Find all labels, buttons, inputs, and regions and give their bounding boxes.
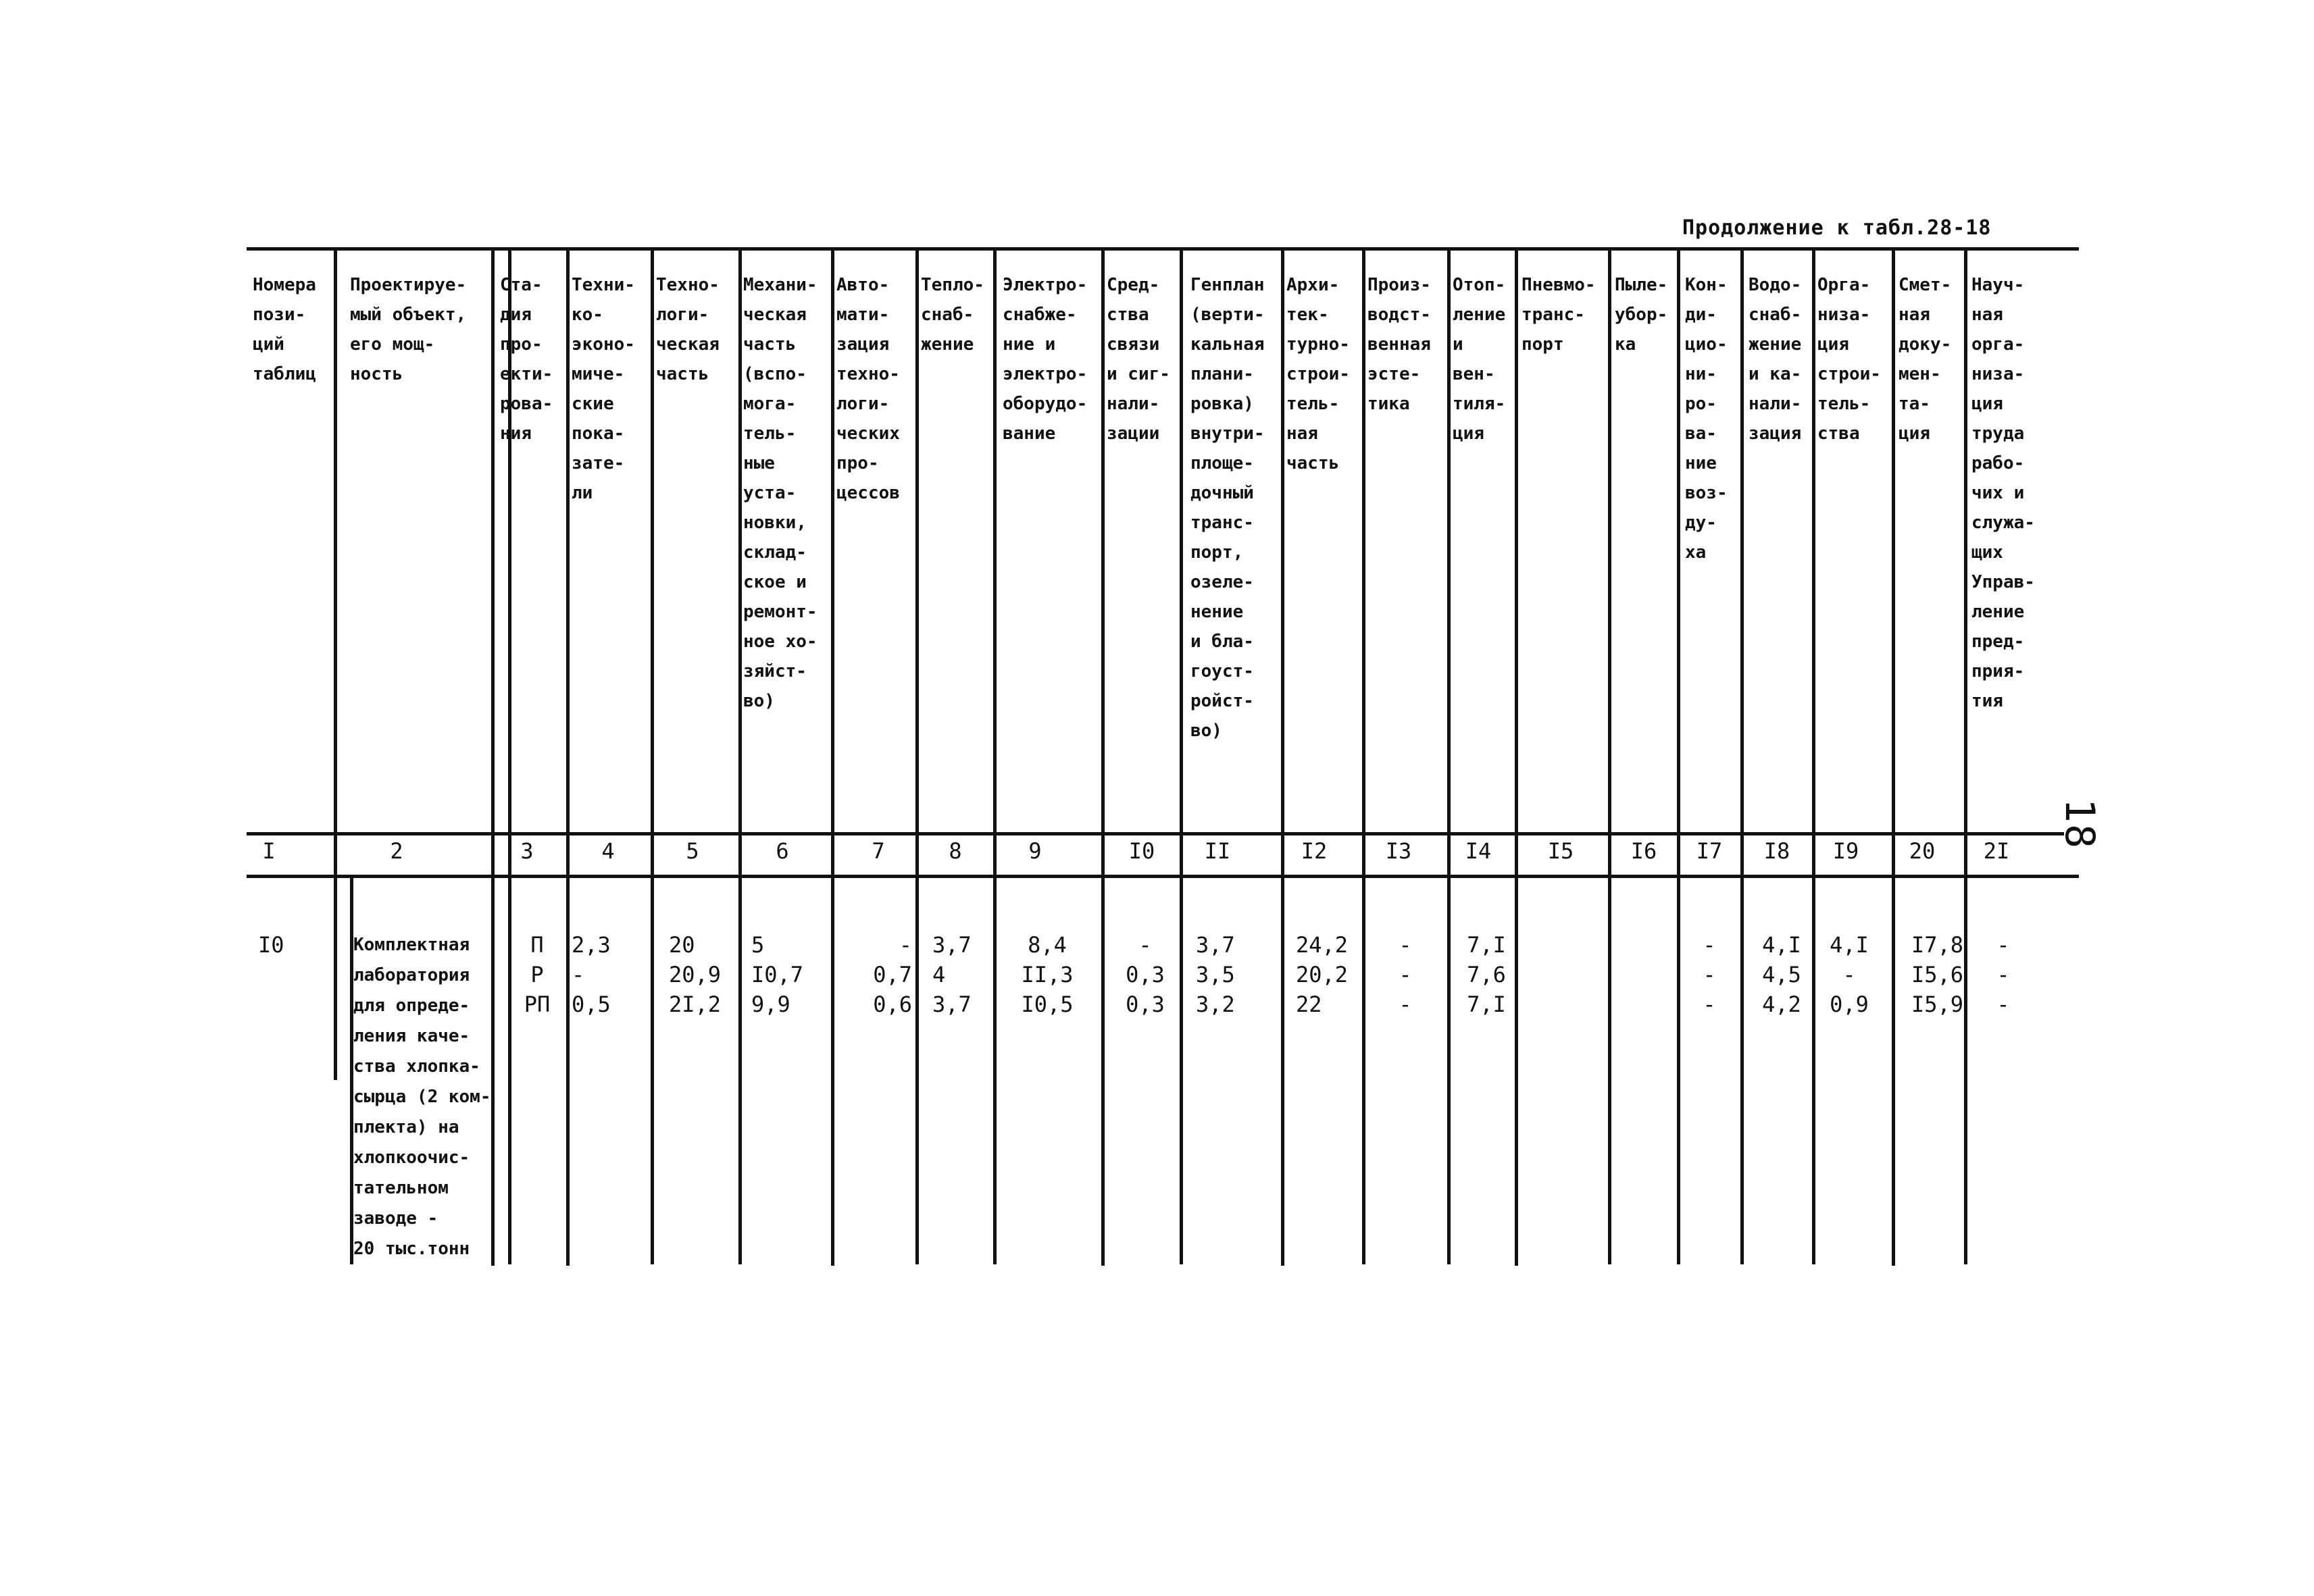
column-number: 6 [776,838,789,864]
column-number: I4 [1465,838,1492,864]
column-number: I3 [1385,838,1412,864]
header-col-1: Номера пози- ций таблиц [253,275,316,384]
table-caption: Продолжение к табл.28-18 [1682,216,1992,240]
column-divider [1515,251,1518,1266]
column-number: I2 [1301,838,1328,864]
header-col-9: Электро- снабже- ние и электро- оборудо- вание [1003,275,1088,444]
column-number: I [262,838,276,864]
column-divider [831,251,834,1266]
column-divider [738,251,742,1264]
header-col-17: Кон- ди- цио- ни- ро- ва- ние воз- ду- ха [1685,275,1728,563]
column-divider [1740,251,1744,1264]
column-number: I8 [1763,838,1790,864]
header-col-20: Смет- ная доку- мен- та- ция [1898,275,1952,444]
header-col-7: Авто- мати- зация техно- логи- ческих про- цессов [836,275,900,503]
column-divider [1180,251,1183,1264]
column-number: 9 [1028,838,1042,864]
column-divider [1447,251,1451,1264]
column-number: I9 [1832,838,1859,864]
header-col-6: Механи- ческая часть (вспо- мога- тель- ные уста- новки, склад- ское и ремонт- ное хо- зяйст- во) [743,275,818,711]
row-col-9: 8,4 II,3 I0,5 [1021,932,1074,1017]
column-divider [1964,251,1967,1264]
column-divider [1677,251,1680,1264]
row-col-20: I7,8 I5,6 I5,9 [1911,932,1963,1017]
row-col-12: 24,2 20,2 22 [1296,932,1349,1017]
row-col-13: - - - [1399,932,1412,1017]
column-number: 2I [1983,838,2010,864]
column-divider [1281,251,1284,1266]
header-col-2: Проектируе- мый объект, его мощ- ность [350,275,467,384]
header-bottom-rule [247,832,2064,835]
row-col-18: 4,I 4,5 4,2 [1762,932,1801,1017]
header-col-8: Тепло- снаб- жение [921,275,984,355]
row-position-number: I0 [258,932,284,958]
header-col-12: Архи- тек- турно- строи- тель- ная часть [1286,275,1350,473]
header-col-11: Генплан (верти- кальная плани- ровка) внутри- площе- дочный транс- порт, озеле- нение и бла- гоуст- ройст- во) [1190,275,1265,741]
header-col-18: Водо- снаб- жение и ка- нали- зация [1749,275,1802,444]
header-col-19: Орга- низа- ция строи- тель- ства [1817,275,1881,444]
column-number: I0 [1128,838,1155,864]
header-col-15: Пневмо- транс- порт [1521,275,1596,355]
column-divider [1812,251,1815,1264]
row-col-4: 2,3 - 0,5 [572,932,611,1017]
header-col-16: Пыле- убор- ка [1615,275,1668,355]
row-col-10: - 0,3 0,3 [1126,932,1165,1017]
row-col-11: 3,7 3,5 3,2 [1196,932,1235,1017]
number-row-bottom-rule [247,875,2079,878]
header-col-14: Отоп- ление и вен- тиля- ция [1453,275,1506,444]
column-divider [993,251,997,1264]
column-divider [566,251,570,1266]
page-number: 18 [2056,798,2104,850]
column-number: I6 [1630,838,1657,864]
table-top-rule [247,247,2079,251]
header-col-4: Техни- ко- эконо- миче- ские пока- зате- ли [572,275,635,503]
header-col-5: Техно- логи- ческая часть [656,275,720,384]
column-number: 7 [872,838,885,864]
column-number: 5 [686,838,699,864]
column-divider [1608,251,1611,1264]
row-col-5: 20 20,9 2I,2 [669,932,722,1017]
column-number: 3 [520,838,534,864]
column-divider [1362,251,1365,1264]
row-col-8: 3,7 4 3,7 [932,932,972,1017]
row-col-14: 7,I 7,6 7,I [1467,932,1506,1017]
header-col-13: Произ- водст- венная эсте- тика [1367,275,1431,414]
column-number: I7 [1696,838,1723,864]
column-number: I5 [1547,838,1574,864]
column-divider [334,251,337,1080]
column-divider [651,251,654,1264]
header-col-3: Ста- дия про- екти- рова- ния [500,275,553,444]
column-divider [1101,251,1105,1266]
row-col-7: - 0,7 0,6 [873,932,912,1017]
header-col-10: Сред- ства связи и сиг- нали- зации [1107,275,1170,444]
column-number: II [1204,838,1231,864]
column-number: 2 [390,838,403,864]
row-col-21: - - - [1996,932,2010,1017]
row-col-17: - - - [1703,932,1716,1017]
row-stages: П Р РП [524,932,551,1017]
row-col-19: 4,I - 0,9 [1830,932,1869,1017]
column-divider [1892,251,1895,1266]
row-object-description: Комплектная лаборатория для опреде- ления каче- ства хлопка- сырца (2 ком- плекта) на хлопкоочис- тательном заводе - 20 тыс.тонн [353,935,491,1259]
column-divider [915,251,919,1264]
row-col-6: 5 I0,7 9,9 [751,932,804,1017]
column-number: 4 [601,838,615,864]
header-col-21: Науч- ная орга- низа- ция труда рабо- чих и служа- щих Управ- ление пред- прия- тия [1971,275,2035,711]
column-number: 8 [949,838,962,864]
column-number: 20 [1909,838,1936,864]
